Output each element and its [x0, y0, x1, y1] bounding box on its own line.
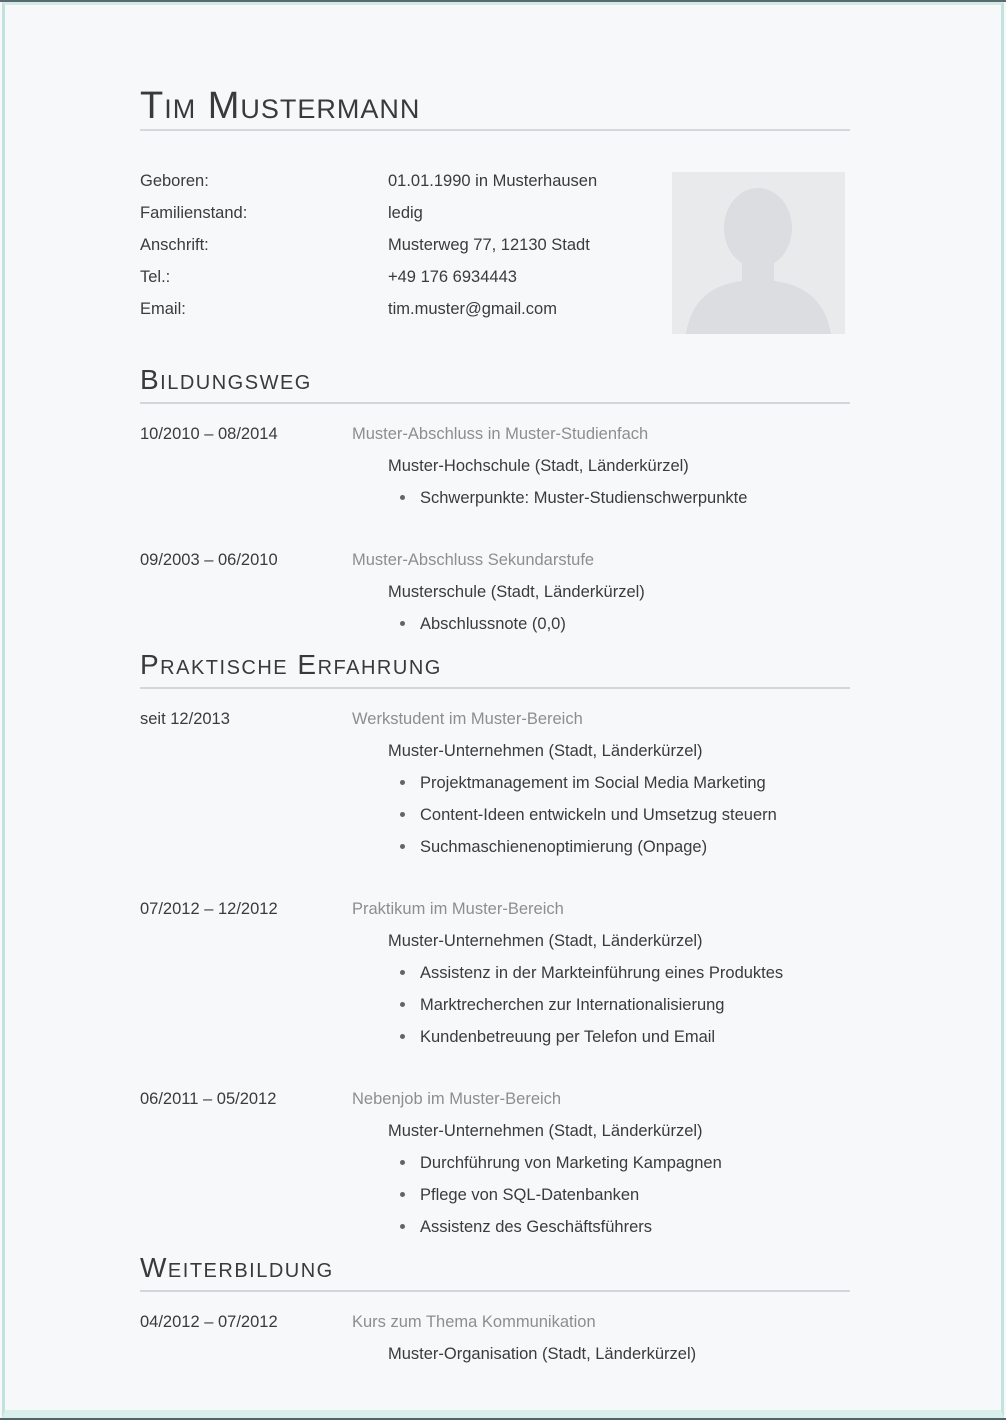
- info-label: Anschrift:: [140, 236, 209, 254]
- entry-date: 07/2012 – 12/2012: [140, 900, 278, 918]
- entry-bullet-list: [352, 1153, 850, 1237]
- entry-details: [352, 899, 850, 1047]
- entry-title: Muster-Abschluss Sekundarstufe: [352, 551, 595, 569]
- entry-details: [352, 424, 850, 508]
- entry-bullet: Schwerpunkte: Muster-Studienschwerpunkte: [352, 488, 850, 508]
- info-value: tim.muster@gmail.com: [388, 300, 557, 318]
- entry-bullet: Kundenbetreuung per Telefon und Email: [352, 1027, 850, 1047]
- entry-title: Kurs zum Thema Kommunikation: [352, 1313, 596, 1331]
- entry-organization: Musterschule (Stadt, Länderkürzel): [388, 583, 645, 601]
- info-label: Geboren:: [140, 172, 209, 190]
- cv-entry: [140, 899, 850, 1047]
- section-entries: [140, 1312, 850, 1364]
- entry-date: 09/2003 – 06/2010: [140, 551, 278, 569]
- entry-bullet-list: [352, 773, 850, 857]
- section-divider: [140, 687, 850, 689]
- entry-bullet-list: [352, 488, 850, 508]
- section-divider: [140, 1290, 850, 1292]
- cv-section: [140, 648, 850, 1237]
- entry-details: [352, 709, 850, 857]
- profile-photo-placeholder: [672, 172, 845, 334]
- entry-details: [352, 1312, 850, 1364]
- entry-bullet: Content-Ideen entwickeln und Umsetzug steuern: [352, 805, 850, 825]
- section-entries: [140, 424, 850, 634]
- info-value: Musterweg 77, 12130 Stadt: [388, 236, 590, 254]
- entry-bullet: Projektmanagement im Social Media Marketing: [352, 773, 850, 793]
- entry-bullet: Marktrecherchen zur Internationalisierung: [352, 995, 850, 1015]
- entry-bullet: Assistenz in der Markteinführung eines Produktes: [352, 963, 850, 983]
- entry-details: [352, 550, 850, 634]
- cv-entry: [140, 709, 850, 857]
- section-divider: [140, 402, 850, 404]
- entry-organization: Muster-Unternehmen (Stadt, Länderkürzel): [388, 742, 703, 760]
- entry-title: Nebenjob im Muster-Bereich: [352, 1090, 562, 1108]
- cv-entry: [140, 550, 850, 634]
- entry-bullet: Abschlussnote (0,0): [352, 614, 850, 634]
- cv-sections: [140, 363, 850, 1364]
- entry-bullet: Durchführung von Marketing Kampagnen: [352, 1153, 850, 1173]
- entry-date: 04/2012 – 07/2012: [140, 1313, 278, 1331]
- person-silhouette-icon: [672, 172, 845, 334]
- entry-bullet: Pflege von SQL-Datenbanken: [352, 1185, 850, 1205]
- cv-entry: [140, 424, 850, 508]
- cv-section: [140, 1251, 850, 1364]
- entry-organization: Muster-Organisation (Stadt, Länderkürzel): [388, 1345, 697, 1363]
- info-value: +49 176 6934443: [388, 268, 517, 286]
- entry-title: Muster-Abschluss in Muster-Studienfach: [352, 425, 649, 443]
- section-title: Bildungsweg: [140, 364, 312, 395]
- info-label: Familienstand:: [140, 204, 248, 222]
- entry-bullet: Suchmaschienenoptimierung (Onpage): [352, 837, 850, 857]
- section-title: Weiterbildung: [140, 1252, 334, 1283]
- info-label: Tel.:: [140, 268, 171, 286]
- entry-date: 06/2011 – 05/2012: [140, 1090, 277, 1108]
- entry-organization: Muster-Unternehmen (Stadt, Länderkürzel): [388, 1122, 703, 1140]
- entry-organization: Muster-Hochschule (Stadt, Länderkürzel): [388, 457, 689, 475]
- page-title: Tim Mustermann: [140, 85, 421, 127]
- section-title: Praktische Erfahrung: [140, 649, 442, 680]
- entry-date: 10/2010 – 08/2014: [140, 425, 278, 443]
- section-entries: [140, 709, 850, 1237]
- entry-title: Werkstudent im Muster-Bereich: [352, 710, 583, 728]
- entry-bullet-list: [352, 614, 850, 634]
- info-value: ledig: [388, 204, 423, 222]
- entry-date: seit 12/2013: [140, 710, 230, 728]
- entry-organization: Muster-Unternehmen (Stadt, Länderkürzel): [388, 932, 703, 950]
- info-value: 01.01.1990 in Musterhausen: [388, 172, 598, 190]
- entry-bullet: Assistenz des Geschäftsführers: [352, 1217, 850, 1237]
- entry-details: [352, 1089, 850, 1237]
- entry-title: Praktikum im Muster-Bereich: [352, 900, 564, 918]
- cv-entry: [140, 1089, 850, 1237]
- cv-content: [140, 0, 850, 1364]
- entry-bullet-list: [352, 963, 850, 1047]
- cv-entry: [140, 1312, 850, 1364]
- title-divider: [140, 129, 850, 131]
- cv-section: [140, 363, 850, 634]
- info-label: Email:: [140, 300, 186, 318]
- personal-info: [140, 171, 640, 319]
